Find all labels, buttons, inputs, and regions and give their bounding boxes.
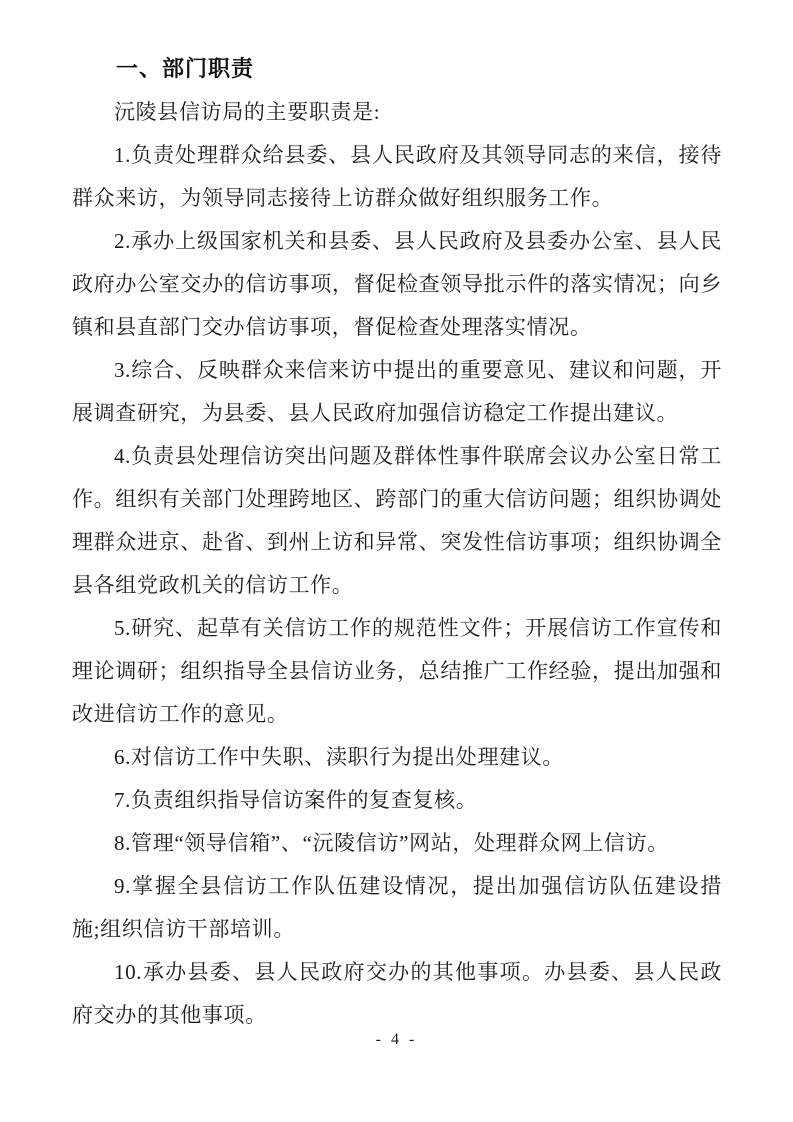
paragraph: 9.掌握全县信访工作队伍建设情况，提出加强信访队伍建设措施;组织信访干部培训。 [72, 874, 722, 941]
paragraph: 7.负责组织指导信访案件的复查复核。 [114, 788, 478, 812]
paragraph: 10.承办县委、县人民政府交办的其他事项。办县委、县人民政府交办的其他事项。 [72, 960, 722, 1027]
paragraph: 5.研究、起草有关信访工作的规范性文件；开展信访工作宣传和理论调研；组织指导全县信访业务，总结推广工作经验，提出加强和改进信访工作的意见。 [72, 616, 722, 726]
paragraph: 6.对信访工作中失职、渎职行为提出处理建议。 [114, 745, 565, 769]
intro-line: 沅陵县信访局的主要职责是: [114, 100, 381, 124]
page-number: - 4 - [375, 1031, 418, 1048]
paragraph: 3.综合、反映群众来信来访中提出的重要意见、建议和问题，开展调查研究，为县委、县人民政府加强信访稳定工作提出建议。 [72, 358, 722, 425]
section-heading: 一、部门职责 [116, 57, 255, 82]
document-body [72, 48, 722, 1037]
paragraph: 4.负责县处理信访突出问题及群体性事件联席会议办公室日常工作。组织有关部门处理跨地区、跨部门的重大信访问题；组织协调处理群众进京、赴省、到州上访和异常、突发性信访事项；组织协调全县各组党政机关的信访工作。 [72, 444, 722, 597]
paragraph: 1.负责处理群众给县委、县人民政府及其领导同志的来信，接待群众来访，为领导同志接待上访群众做好组织服务工作。 [72, 143, 722, 210]
paragraph: 8.管理“领导信箱”、“沅陵信访”网站，处理群众网上信访。 [114, 831, 669, 855]
paragraph: 2.承办上级国家机关和县委、县人民政府及县委办公室、县人民政府办公室交办的信访事项，督促检查领导批示件的落实情况；向乡镇和县直部门交办信访事项，督促检查处理落实情况。 [72, 229, 722, 339]
